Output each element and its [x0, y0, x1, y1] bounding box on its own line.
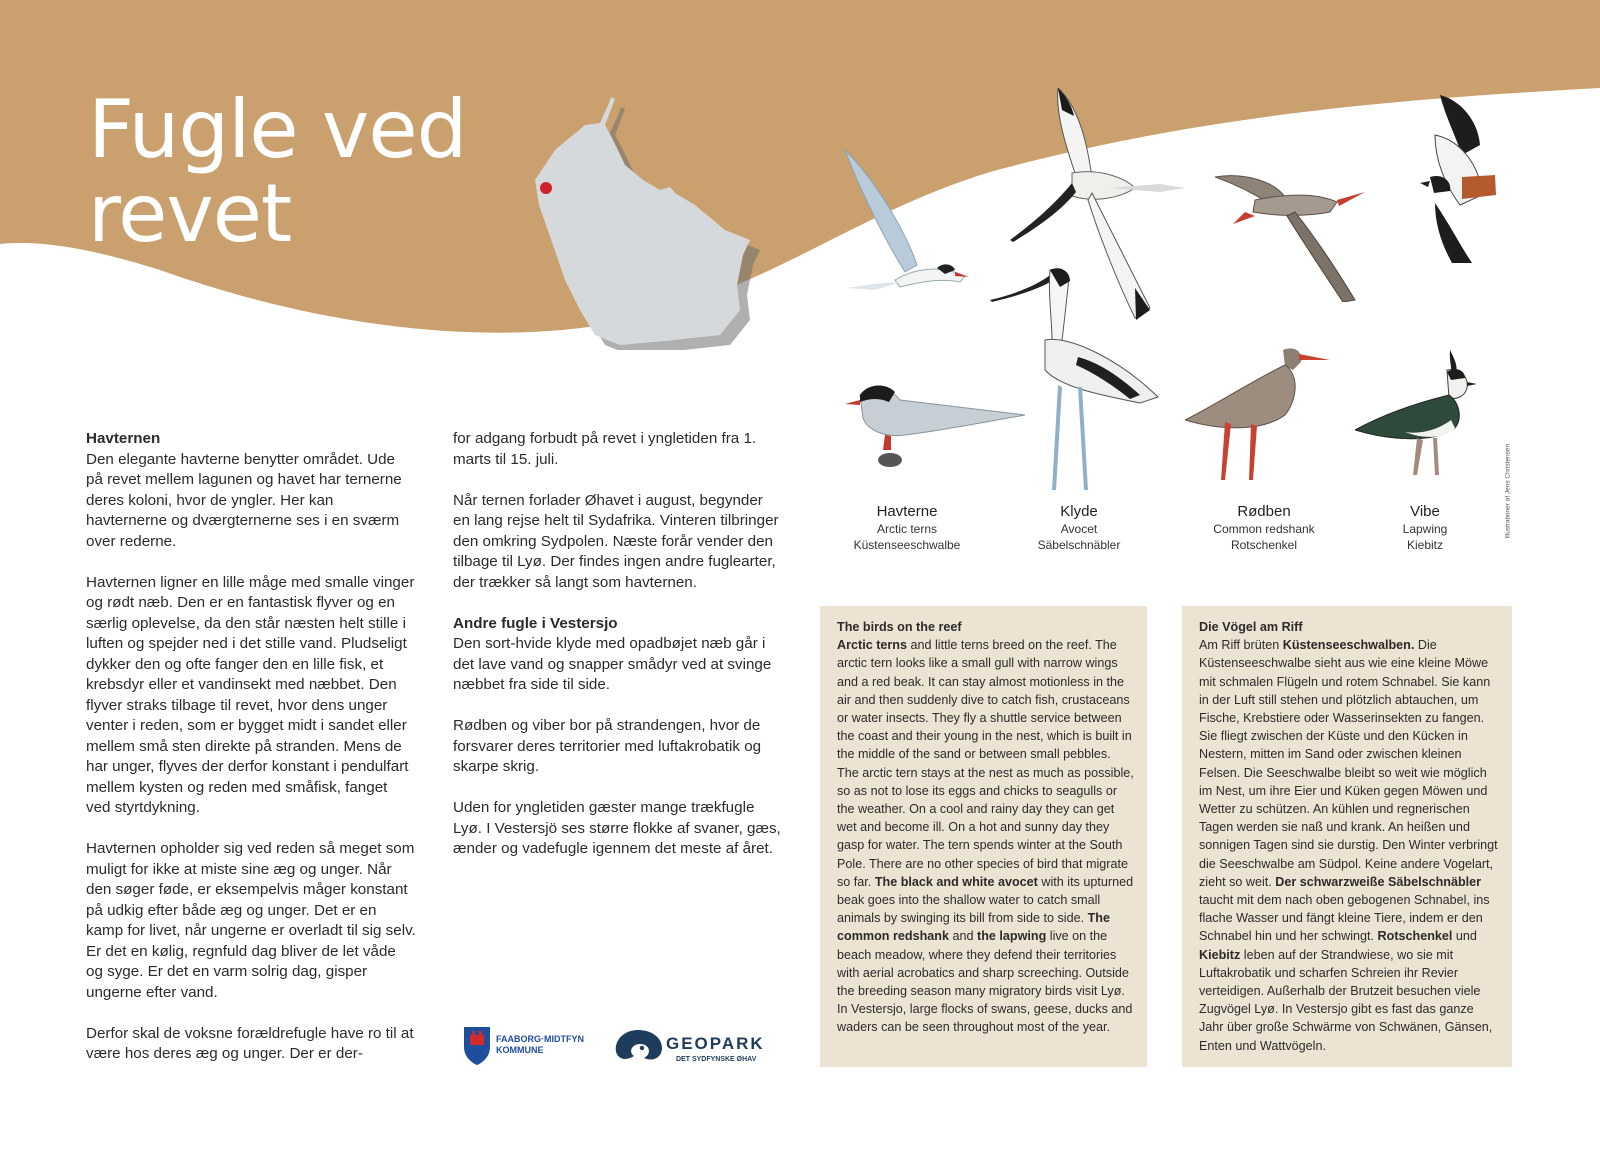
bird-german-name: Kiebitz	[1406, 538, 1444, 552]
text-span: leben auf der Strandwiese, wo sie mit Luftakrobatik und scharfen Schreien ihr Revier verteidigen. Außerhalb der Brutzeit besuchen viele Zugvögel Lyø. In Vestersjo gibt es fast das ganze Jahr über große Schwärme von Schwänen, Gänsen, Enten und Wattvögeln.	[1199, 947, 1493, 1053]
danish-text-column-1	[86, 429, 416, 1085]
section-heading-havternen: Havternen	[86, 430, 161, 447]
bird-label-klyde	[994, 502, 1164, 553]
island-shape	[535, 97, 750, 345]
bird-danish-name: Klyde	[1060, 503, 1098, 520]
paragraph: Den elegante havterne benytter området. Ude på revet mellem lagunen og havet har ternerne deres koloni, hvor de yngler. Her kan havternerne og dværgternerne ses i en sværm over rederne.	[86, 450, 402, 550]
english-text-box	[820, 606, 1147, 1067]
bird-label-rodben	[1179, 502, 1349, 553]
bird-danish-name: Rødben	[1237, 503, 1291, 520]
bird-danish-name: Havterne	[876, 503, 938, 520]
bird-english-name: Lapwing	[1402, 522, 1448, 536]
bold-span: The common redshank	[837, 911, 1110, 944]
german-body	[1199, 636, 1500, 1055]
paragraph: Når ternen forlader Øhavet i august, begynder en lang rejse helt til Sydafrika. Vinteren tilbringer den omkring Sydpolen. Næste forår vender den tilbage til Lyø. Der findes ingen andre fuglearter, der trækker så langt som havternen.	[453, 491, 779, 591]
text-span: und	[1452, 929, 1477, 944]
text-span: taucht mit dem nach oben gebogenen Schnabel, ins flache Wasser und fängt kleine Tiere, indem er den Schnabel hin und her schwingt.	[1199, 893, 1490, 944]
bold-span: Küstenseeschwalben.	[1282, 638, 1415, 653]
redshank-standing-illustration	[1185, 340, 1330, 490]
bird-label-havterne	[822, 502, 992, 553]
bold-span: Kiebitz	[1199, 947, 1241, 962]
bold-span: Der schwarzweiße Säbelschnäbler	[1275, 874, 1482, 889]
faaborg-midtfyn-kommune-logo	[462, 1025, 597, 1065]
section-heading-andre-fugle: Andre fugle i Vestersjo	[453, 614, 618, 632]
credit-text: Illustrationer af Jens Christensen	[1504, 443, 1512, 539]
paragraph: Uden for yngletiden gæster mange trækfugle Lyø. I Vestersjö ses større flokke af svaner, gæs, ænder og vadefugle igennem det meste af året.	[453, 799, 781, 857]
text-span: and little terns breed on the reef. The arctic tern looks like a small gull with narrow wings and a red beak. It can stay almost motionless in the air and then suddenly dive to catch fish, crustaceans or water insects. They fly a shuttle service between the coast and their young in the nest, which is built in the middle of the sand or between small pebbles. The arctic tern stays at the nest as much as possible, so as not to lose its eggs and chicks to seagulls or the weather. On a cool and rainy day they can get wet and become ill. On a hot and sunny day they gasp for water. The tern spends winter at the South Pole. There are no other species of bird that migrate so far.	[837, 638, 1134, 889]
title-line-2: revet	[88, 167, 292, 260]
page-title	[88, 83, 467, 260]
coat-of-arms-icon	[464, 1027, 490, 1065]
paragraph: Havternen ligner en lille måge med smalle vinger og rødt næb. Den er en fantastisk flyver og en særlig oplevelse, da den står næsten helt stille i luften og spejder ned i det stille vand. Pludseligt dykker den og ofte fanger den en lille fisk, et krebsdyr eller et vandinsekt med næbbet. Den flyver straks tilbage til revet, hvor dens unger venter i reden, som er bygget midt i sandet eller mellem små sten direkte på stranden. Mens de har unger, flyves der derfor konstant i pendulfart mellem kysten og reden med småfisk, fanget ved styrtdykning.	[86, 573, 415, 816]
bird-english-name: Avocet	[1060, 522, 1098, 536]
paragraph: for adgang forbudt på revet i yngletiden fra 1. marts til 15. juli.	[453, 430, 757, 468]
danish-text-column-2	[453, 429, 783, 880]
text-span: Die Küstenseeschwalbe sieht aus wie eine kleine Möwe mit schmalen Flügeln und rotem Schnabel. Sie kann in der Luft still stehen und plötzlich abtauchen, um Fische, Krebstiere oder Wasserinsekten zu fangen. Sie fliegt zwischen der Küste und den Kücken in Nestern, mitten im Sand oder zwischen kleinen Felsen. Die Seeschwalbe bleibt so weit wie möglich im Nest, um ihre Eier und Küken gegen Möwen und Wetter zu schützen. An kühlen und regnerischen Tagen werden sie naß und krank. An heißen und sonnigen Tagen sind sie durstig. Den Winter verbringt die Seeschwalbe am Südpol. Keine andere Vogelart, zieht so weit.	[1199, 638, 1498, 889]
bird-danish-name: Vibe	[1410, 503, 1440, 520]
text-span: and	[948, 929, 977, 944]
english-body	[837, 636, 1135, 1036]
island-map	[525, 95, 765, 350]
kommune-name-line-2: KOMMUNE	[496, 1045, 544, 1055]
geopark-logo	[612, 1026, 777, 1066]
avocet-standing-illustration	[990, 265, 1170, 495]
location-marker	[540, 182, 552, 194]
lapwing-flying-illustration	[1400, 95, 1500, 265]
bird-german-name: Küstenseeschwalbe	[853, 538, 961, 552]
redshank-flying-illustration	[1215, 172, 1370, 302]
german-heading: Die Vögel am Riff	[1199, 620, 1303, 634]
text-span: Am Riff brüten	[1199, 638, 1283, 653]
bird-english-name: Common redshank	[1213, 522, 1315, 536]
text-span: live on the beach meadow, where they defend their territories with aerial acrobatics and sharp screeching. Outside the breeding season many migratory birds visit Lyø. In Vestersjo, large flocks of swans, geese, ducks and waders can be seen throughout most of the year.	[837, 929, 1133, 1035]
german-text-box	[1182, 606, 1512, 1067]
kommune-name-line-1: FAABORG·MIDTFYN	[496, 1034, 584, 1044]
illustration-credit	[1498, 425, 1510, 545]
paragraph: Den sort-hvide klyde med opadbøjet næb går i det lave vand og snapper smådyr ved at svinge næbbet fra side til side.	[453, 635, 772, 693]
bold-span: Arctic terns	[837, 638, 907, 653]
text-span: with its upturned beak goes into the shallow water to catch small animals by swinging its bill from side to side.	[837, 874, 1134, 926]
bold-span: The black and white avocet	[874, 874, 1038, 889]
arctic-tern-flying-illustration	[845, 150, 970, 295]
bold-span: Rotschenkel	[1377, 929, 1453, 944]
bird-english-name: Arctic terns	[876, 522, 937, 536]
title-line-1: Fugle ved	[88, 83, 467, 176]
bird-german-name: Säbelschnäbler	[1037, 538, 1121, 552]
paragraph: Rødben og viber bor på strandengen, hvor de forsvarer deres territorier med luftakrobatik og skarpe skrig.	[453, 717, 762, 775]
geopark-wave-icon	[616, 1030, 662, 1060]
geopark-subtitle: DET SYDFYNSKE ØHAV	[676, 1056, 757, 1063]
english-heading: The birds on the reef	[837, 620, 962, 634]
bird-german-name: Rotschenkel	[1230, 538, 1298, 552]
lapwing-standing-illustration	[1355, 350, 1490, 485]
paragraph: Derfor skal de voksne forældrefugle have ro til at være hos deres æg og unger. Der er der-	[86, 1024, 414, 1062]
paragraph: Havternen opholder sig ved reden så meget som muligt for ikke at miste sine æg og unger. Når den søger føde, er eksempelvis måger konstant på udkig efter både æg og unger. Det er en kamp for livet, når ungerne er overladt til sig selv. Er det en kølig, regnfuld dag bliver de let våde og syge. Er det en varm solrig dag, gisper ungerne efter vand.	[86, 840, 416, 1001]
geopark-name: GEOPARK	[666, 1034, 765, 1053]
bird-label-vibe	[1340, 502, 1510, 553]
bold-span: the lapwing	[977, 929, 1047, 944]
